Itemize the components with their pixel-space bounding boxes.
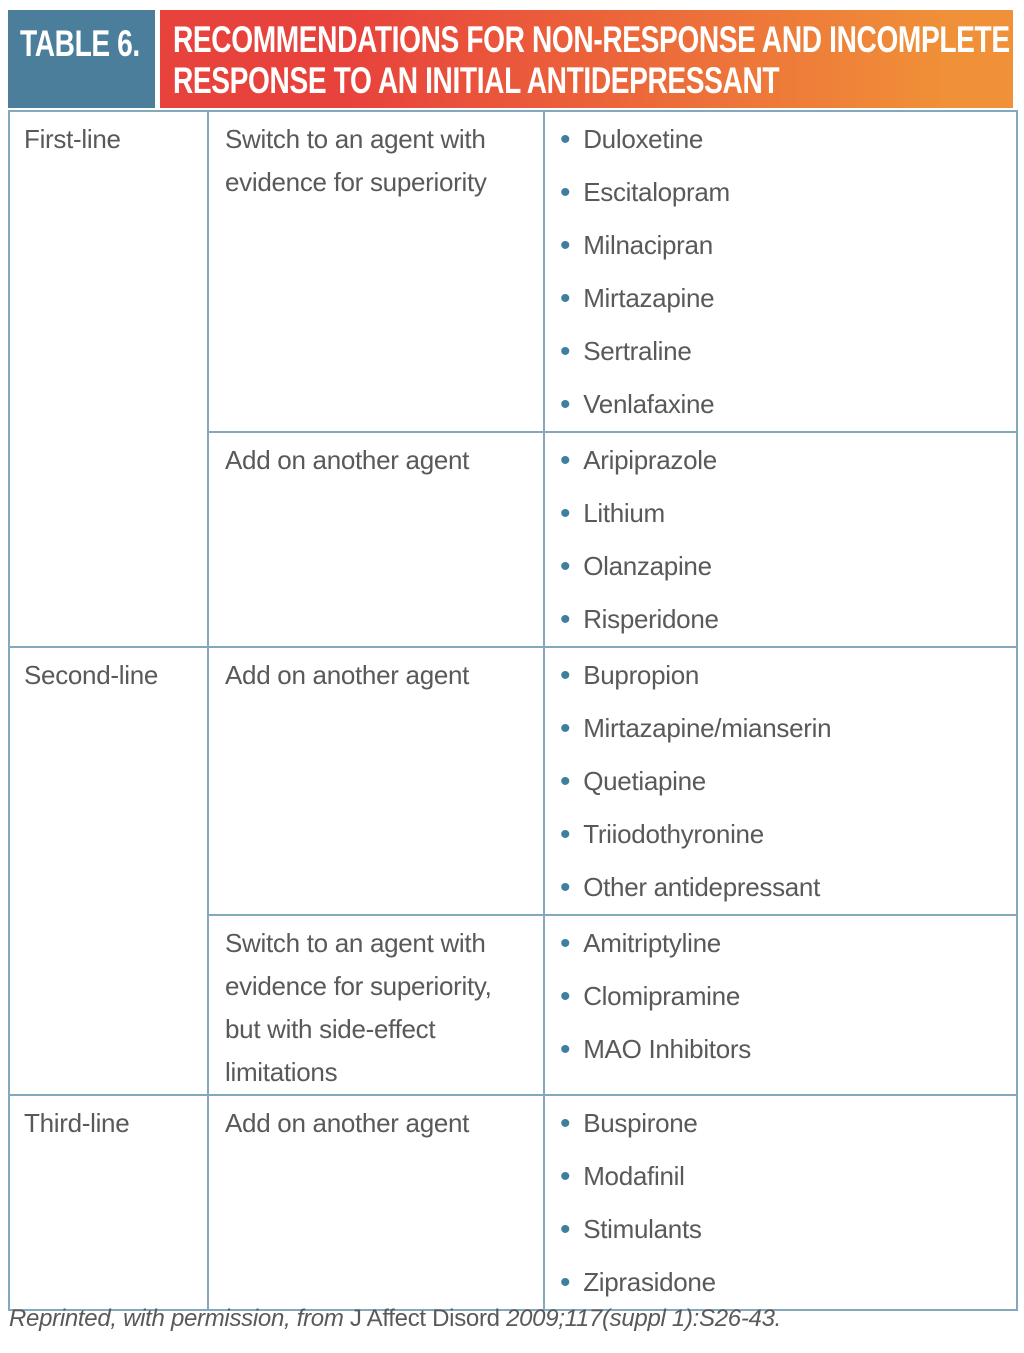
agent-item (560, 166, 1006, 219)
agent-label: Olanzapine (583, 551, 712, 581)
agent-label: Mirtazapine/mianserin (583, 713, 832, 743)
agents-cell (544, 111, 1017, 432)
agent-label: Clomipramine (583, 981, 740, 1011)
agent-label: Aripiprazole (583, 445, 717, 475)
table-header-band (8, 10, 1013, 108)
agent-item (560, 487, 1006, 540)
agent-label: Milnacipran (583, 230, 713, 260)
table-row (9, 111, 1017, 432)
agent-item (560, 755, 1006, 808)
agent-item (560, 702, 1006, 755)
citation-prefix: Reprinted, with permission, from (9, 1305, 350, 1332)
agent-label: Duloxetine (583, 124, 704, 154)
agent-item (560, 1097, 1006, 1150)
agent-label: Modafinil (583, 1161, 685, 1191)
bullet-icon: • (560, 1033, 571, 1066)
agent-label: Ziprasidone (583, 1267, 716, 1297)
strategy-cell: Add on another agent (208, 647, 544, 915)
bullet-icon: • (560, 282, 571, 315)
agents-cell (544, 647, 1017, 915)
bullet-icon: • (560, 1213, 571, 1246)
agent-label: Bupropion (583, 660, 700, 690)
bullet-icon: • (560, 871, 571, 904)
bullet-icon: • (560, 603, 571, 636)
agent-item (560, 434, 1006, 487)
tier-cell: Third-line (9, 1095, 208, 1310)
agent-item (560, 1203, 1006, 1256)
agent-item (560, 1023, 1006, 1076)
tier-cell: Second-line (9, 647, 208, 1095)
agent-item (560, 1150, 1006, 1203)
agent-label: Risperidone (583, 604, 719, 634)
agents-cell (544, 432, 1017, 647)
tier-cell: First-line (9, 111, 208, 647)
agent-item (560, 378, 1006, 431)
table-number-label: TABLE 6. (20, 23, 140, 64)
agent-item (560, 1256, 1006, 1309)
bullet-icon: • (560, 659, 571, 692)
bullet-icon: • (560, 444, 571, 477)
bullet-icon: • (560, 1107, 571, 1140)
agent-label: Mirtazapine (583, 283, 715, 313)
table-number-box (8, 10, 155, 108)
agent-item (560, 593, 1006, 646)
bullet-icon: • (560, 1266, 571, 1299)
agent-label: Quetiapine (583, 766, 706, 796)
agent-list (545, 112, 1006, 431)
table-row (9, 1095, 1017, 1310)
agent-label: MAO Inhibitors (583, 1034, 751, 1064)
agent-item (560, 649, 1006, 702)
bullet-icon: • (560, 765, 571, 798)
agent-list (545, 1096, 1006, 1309)
bullet-icon: • (560, 980, 571, 1013)
bullet-icon: • (560, 176, 571, 209)
agent-item (560, 861, 1006, 914)
agents-cell (544, 1095, 1017, 1310)
bullet-icon: • (560, 818, 571, 851)
agent-item (560, 808, 1006, 861)
strategy-cell: Add on another agent (208, 432, 544, 647)
agent-list (545, 433, 1006, 646)
bullet-icon: • (560, 927, 571, 960)
citation-source: J Affect Disord (349, 1305, 507, 1332)
agent-label: Venlafaxine (583, 389, 715, 419)
agent-list (545, 648, 1006, 914)
bullet-icon: • (560, 497, 571, 530)
bullet-icon: • (560, 123, 571, 156)
table-title-box (160, 10, 1013, 108)
agent-item (560, 540, 1006, 593)
table-row (9, 647, 1017, 915)
agent-item (560, 325, 1006, 378)
agent-label: Lithium (583, 498, 665, 528)
agent-label: Triiodothyronine (583, 819, 764, 849)
recommendations-table (8, 110, 1018, 1311)
agent-item (560, 113, 1006, 166)
strategy-cell: Add on another agent (208, 1095, 544, 1310)
citation-reference: 2009;117(suppl 1):S26-43. (506, 1305, 781, 1332)
agent-item (560, 219, 1006, 272)
agent-label: Stimulants (583, 1214, 702, 1244)
strategy-cell: Switch to an agent with evidence for superiority, but with side-effect limitations (208, 915, 544, 1095)
bullet-icon: • (560, 335, 571, 368)
agent-label: Buspirone (583, 1108, 698, 1138)
agent-label: Other antidepressant (583, 872, 821, 902)
bullet-icon: • (560, 388, 571, 421)
agent-label: Escitalopram (583, 177, 730, 207)
agent-item (560, 272, 1006, 325)
agent-label: Amitriptyline (583, 928, 721, 958)
table-title: RECOMMENDATIONS FOR NON-RESPONSE AND INCOMPLETE RESPONSE TO AN INITIAL ANTIDEPRESSANT (173, 19, 1010, 101)
agent-label: Sertraline (583, 336, 692, 366)
footer-citation (9, 1305, 781, 1333)
agents-cell (544, 915, 1017, 1095)
agent-item (560, 917, 1006, 970)
agent-list (545, 916, 1006, 1076)
strategy-cell: Switch to an agent with evidence for superiority (208, 111, 544, 432)
bullet-icon: • (560, 550, 571, 583)
bullet-icon: • (560, 712, 571, 745)
bullet-icon: • (560, 229, 571, 262)
agent-item (560, 970, 1006, 1023)
bullet-icon: • (560, 1160, 571, 1193)
